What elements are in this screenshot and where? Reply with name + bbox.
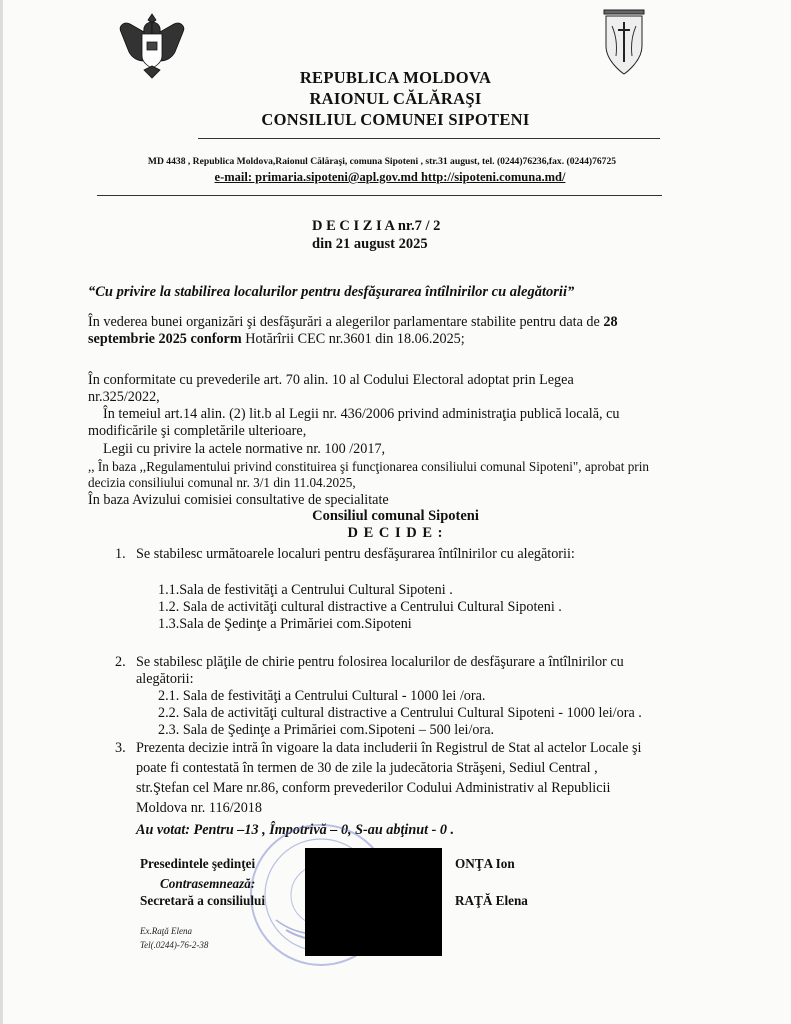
header-country: REPUBLICA MOLDOVA xyxy=(299,68,492,87)
decide-heading: D E C I D E : xyxy=(347,525,444,541)
contact-email-web: e-mail: primaria.sipoteni@apl.gov.md http://sipoteni.comuna.md/ xyxy=(214,170,566,184)
item-3-line4: Moldova nr. 116/2018 xyxy=(136,800,262,816)
header-rule-top xyxy=(198,138,660,139)
item-3-line3: str.Ştefan cel Mare nr.86, conform prevederilor Codului Administrativ al Republicii xyxy=(136,780,611,796)
executor-name: Ex.Raţă Elena xyxy=(140,926,192,936)
item-2-line1: Se stabilesc plăţile de chirie pentru folosirea localurilor de desfăşurare a întîlnirilor cu xyxy=(136,654,624,670)
secretary-label: Secretară a consiliului xyxy=(140,893,266,908)
item-1-text: Se stabilesc următoarele localuri pentru desfăşurarea întîlnirilor cu alegătorii: xyxy=(136,546,575,562)
decision-number: D E C I Z I A nr.7 / 2 xyxy=(312,218,441,234)
header-rule-bottom xyxy=(97,195,662,196)
item-3-number: 3. xyxy=(115,740,126,756)
header-district: RAIONUL CĂLĂRAŞI xyxy=(309,89,482,108)
preamble-p5-line2: decizia consiliului comunal nr. 3/1 din 11.04.2025, xyxy=(88,475,356,490)
president-name: ONŢA Ion xyxy=(455,856,515,871)
vote-result: Au votat: Pentru –13 , Împotrivă – 0, S-au abţinut - 0 . xyxy=(136,822,455,838)
preamble-p2-line2: nr.325/2022, xyxy=(88,389,160,405)
sipoteni-emblem-icon xyxy=(596,6,652,78)
decision-date: din 21 august 2025 xyxy=(312,236,428,252)
item-1-number: 1. xyxy=(115,546,126,562)
preamble-p2-line1: În conformitate cu prevederile art. 70 alin. 10 al Codului Electoral adoptat prin Legea xyxy=(88,372,574,388)
preamble-p5-line1: ,, În baza ,,Regulamentului privind constituirea şi funcţionarea consiliului comunal Sipoteni", aprobat prin xyxy=(88,459,649,474)
header-council: CONSILIUL COMUNEI SIPOTENI xyxy=(261,110,530,129)
item-2-2: 2.2. Sala de activităţi cultural distractive a Centrului Cultural Sipoteni - 1000 lei/ora . xyxy=(158,705,642,721)
preamble-p1-line2: septembrie 2025 conform Hotărîrii CEC nr.3601 din 18.06.2025; xyxy=(88,331,465,347)
item-1-3: 1.3.Sala de Şedinţe a Primăriei com.Sipoteni xyxy=(158,616,412,632)
item-2-line2: alegătorii: xyxy=(136,671,194,687)
contact-address: MD 4438 , Republica Moldova,Raionul Călăraşi, comuna Sipoteni , str.31 august, tel. (0244)76236,fax. (0244)76725 xyxy=(147,156,617,167)
item-3-line2: poate fi contestată în termen de 30 de zile la judecătoria Străşeni, Sediul Central , xyxy=(136,760,598,776)
preamble-p3-line1: În temeiul art.14 alin. (2) lit.b al Legii nr. 436/2006 privind administraţia publică locală, cu xyxy=(103,406,620,422)
council-name: Consiliul comunal Sipoteni xyxy=(312,508,479,524)
item-3-line1: Prezenta decizie intră în vigoare la data includerii în Registrul de Stat al actelor Locale şi xyxy=(136,740,642,756)
preamble-p3-line2: modificările şi completările ulterioare, xyxy=(88,423,307,439)
secretary-name: RAŢĂ Elena xyxy=(455,893,528,908)
item-2-number: 2. xyxy=(115,654,126,670)
countersign-label: Contrasemnează: xyxy=(160,876,256,891)
item-2-3: 2.3. Sala de Şedinţe a Primăriei com.Sipoteni – 500 lei/ora. xyxy=(158,722,495,738)
president-label: Presedintele şedinţei xyxy=(140,856,256,871)
moldova-coat-of-arms-icon xyxy=(114,8,190,84)
executor-phone: Tel(.0244)-76-2-38 xyxy=(140,940,209,950)
item-1-2: 1.2. Sala de activităţi cultural distractive a Centrului Cultural Sipoteni . xyxy=(158,599,562,615)
redacted-signature-block xyxy=(305,848,442,956)
decision-subject: “Cu privire la stabilirea localurilor pentru desfăşurarea întîlnirilor cu alegătorii” xyxy=(88,284,575,300)
item-1-1: 1.1.Sala de festivităţi a Centrului Cultural Sipoteni . xyxy=(158,582,453,598)
preamble-p6: În baza Avizului comisiei consultative de specialitate xyxy=(88,492,389,508)
preamble-p1-line1: În vederea bunei organizări şi desfăşurări a alegerilor parlamentare stabilite pentru data de 28 xyxy=(88,314,618,330)
item-2-1: 2.1. Sala de festivităţi a Centrului Cultural - 1000 lei /ora. xyxy=(158,688,486,704)
preamble-p4: Legii cu privire la actele normative nr. 100 /2017, xyxy=(103,441,386,457)
